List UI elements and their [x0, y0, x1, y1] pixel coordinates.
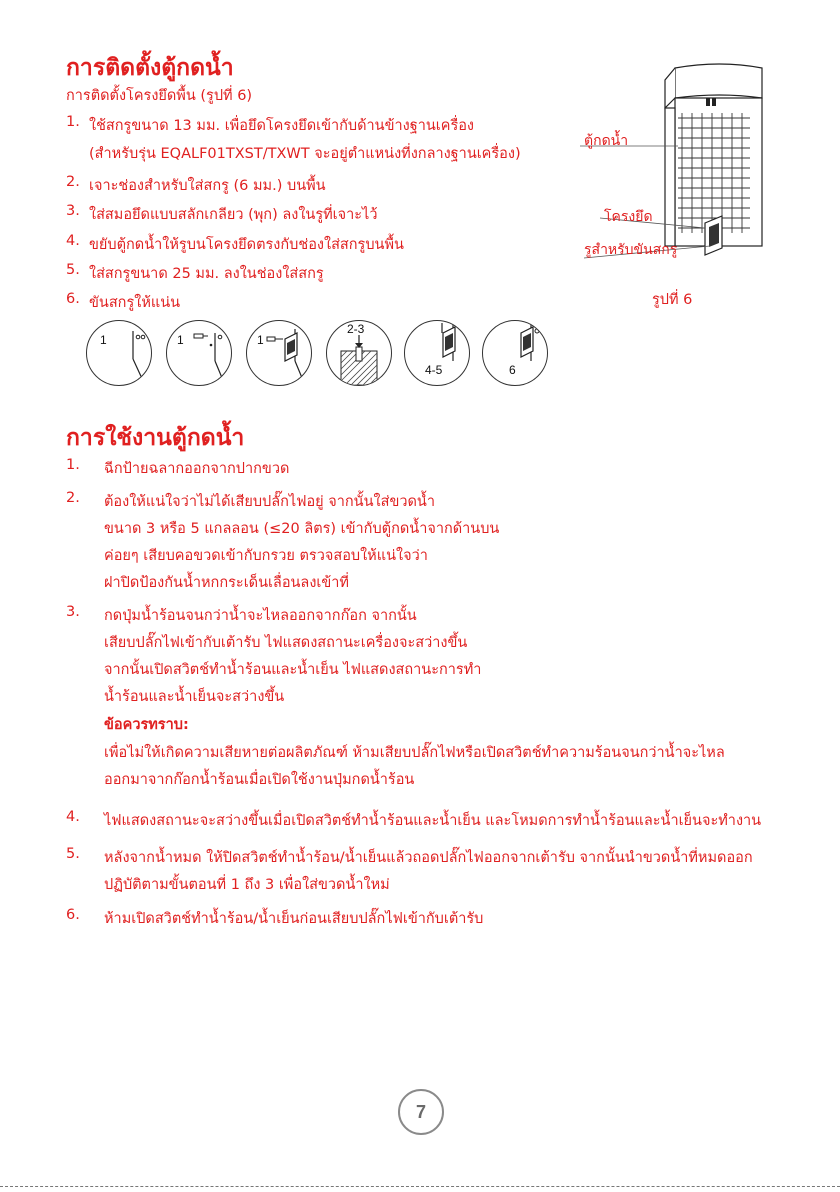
- step-number: 6.: [66, 907, 80, 923]
- step-text: เสียบปลั๊กไฟเข้ากับเต้ารับ ไฟแสดงสถานะเครื่องจะสว่างขึ้น: [104, 635, 468, 651]
- step-number: 3.: [66, 604, 80, 620]
- step-text: ฉีกป้ายฉลากออกจากปากขวด: [104, 461, 290, 477]
- step-number: 3.: [66, 203, 80, 219]
- water-dispenser-illustration: [580, 58, 780, 268]
- step-text: กดปุ่มน้ำร้อนจนกว่าน้ำจะไหลออกจากก๊อก จากนั้น: [104, 608, 417, 624]
- step-text: ขยับตู้กดน้ำให้รูบนโครงยึดตรงกับช่องใส่สกรูบนพื้น: [89, 237, 404, 253]
- circle-label: 4-5: [425, 363, 443, 377]
- circle-label: 1: [257, 333, 264, 347]
- section1-subtitle: การติดตั้งโครงยึดพื้น (รูปที่ 6): [66, 88, 253, 104]
- page-bottom-divider: [0, 1186, 840, 1187]
- step-text: ใส่สกรูขนาด 25 มม. ลงในช่องใส่สกรู: [89, 266, 324, 282]
- step-number: 5.: [66, 262, 80, 278]
- circle-label: 2-3: [347, 322, 365, 336]
- label-dispenser: ตู้กดน้ำ: [584, 133, 629, 149]
- label-bracket: โครงยึด: [604, 209, 653, 225]
- step-text: ค่อยๆ เสียบคอขวดเข้ากับกรวย ตรวจสอบให้แน่ใจว่า: [104, 548, 428, 564]
- step-text: ห้ามเปิดสวิตช์ทำน้ำร้อน/น้ำเย็นก่อนเสียบปลั๊กไฟเข้ากับเต้ารับ: [104, 911, 484, 927]
- step-text: หลังจากน้ำหมด ให้ปิดสวิตช์ทำน้ำร้อน/น้ำเย็นแล้วถอดปลั๊กไฟออกจากเต้ารับ จากนั้นนำขวดน้ำที่หมดออก: [104, 850, 753, 866]
- page-number: 7: [398, 1089, 444, 1135]
- label-screw-hole: รูสำหรับขันสกรู: [584, 242, 678, 258]
- step-number: 4.: [66, 233, 80, 249]
- step-text: ปฏิบัติตามขั้นตอนที่ 1 ถึง 3 เพื่อใส่ขวดน้ำใหม่: [104, 877, 390, 893]
- step-circle-3: [246, 320, 312, 386]
- bracket-mounted-illustration: [247, 321, 311, 385]
- circle-label: 1: [177, 333, 184, 347]
- step-number: 6.: [66, 291, 80, 307]
- circle-label: 1: [100, 333, 107, 347]
- step-text: (สำหรับรุ่น EQALF01TXST/TXWT จะอยู่ตำแหน่งที่งกลางฐานเครื่อง): [89, 146, 521, 162]
- note-text: ออกมาจากก๊อกน้ำร้อนเมื่อเปิดใช้งานปุ่มกดน้ำร้อน: [104, 772, 415, 788]
- step-circle-2: [166, 320, 232, 386]
- step-circle-5: [404, 320, 470, 386]
- step-number: 4.: [66, 809, 80, 825]
- step-text: ขนาด 3 หรือ 5 แกลลอน (≤20 ลิตร) เข้ากับตู้กดน้ำจากด้านบน: [104, 521, 500, 537]
- step-text: ฝาปิดป้องกันน้ำหกกระเด็นเลื่อนลงเข้าที่: [104, 575, 349, 591]
- step-circle-1: [86, 320, 152, 386]
- step-text: ไฟแสดงสถานะจะสว่างขึ้นเมื่อเปิดสวิตช์ทำน้ำร้อนและน้ำเย็น และโหมดการทำน้ำร้อนและน้ำเย็นจะทำงาน: [104, 813, 762, 829]
- step-number: 5.: [66, 846, 80, 862]
- step-number: 2.: [66, 490, 80, 506]
- step-text: ต้องให้แน่ใจว่าไม่ได้เสียบปลั๊กไฟอยู่ จากนั้นใส่ขวดน้ำ: [104, 494, 435, 510]
- step-circle-6: [482, 320, 548, 386]
- step-text: ใช้สกรูขนาด 13 มม. เพื่อยึดโครงยึดเข้ากับด้านข้างฐานเครื่อง: [89, 118, 475, 134]
- step-text: ใส่สมอยึดแบบสลักเกลียว (พุก) ลงในรูที่เจาะไว้: [89, 207, 378, 223]
- step-text: จากนั้นเปิดสวิตช์ทำน้ำร้อนและน้ำเย็น ไฟแสดงสถานะการทำ: [104, 662, 482, 678]
- circle-label: 6: [509, 363, 516, 377]
- screw-illustration: [167, 321, 231, 385]
- step-text: ขันสกรูให้แน่น: [89, 295, 181, 311]
- section2-title: การใช้งานตู้กดน้ำ: [66, 425, 245, 451]
- step-number: 1.: [66, 114, 80, 130]
- step-text: เจาะช่องสำหรับใส่สกรู (6 มม.) บนพื้น: [89, 178, 326, 194]
- step-circle-4: [326, 320, 392, 386]
- step-number: 1.: [66, 457, 80, 473]
- figure-caption: รูปที่ 6: [652, 292, 693, 308]
- step-text: น้ำร้อนและน้ำเย็นจะสว่างขึ้น: [104, 689, 285, 705]
- note-text: เพื่อไม่ให้เกิดความเสียหายต่อผลิตภัณฑ์ ห้ามเสียบปลั๊กไฟหรือเปิดสวิตช์ทำความร้อนจนกว่าน้ำจะไหล: [104, 745, 725, 761]
- note-title: ข้อควรทราบ:: [104, 717, 189, 733]
- wall-bracket-illustration: [87, 321, 151, 385]
- section1-title: การติดตั้งตู้กดน้ำ: [66, 55, 234, 81]
- step-number: 2.: [66, 174, 80, 190]
